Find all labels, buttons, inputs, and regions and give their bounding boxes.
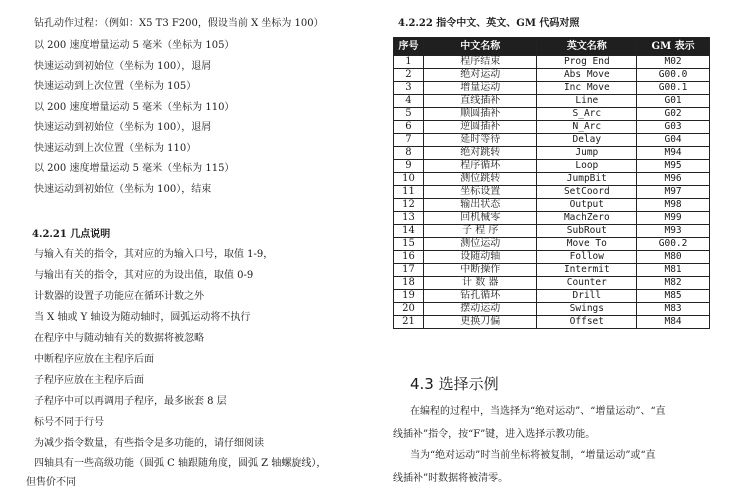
cell-gm-code: M99: [637, 212, 710, 225]
cell-english-name: Move To: [537, 238, 637, 251]
cell-chinese-name: 更换刀偏: [423, 316, 537, 329]
cell-gm-code: M94: [637, 147, 710, 160]
cell-english-name: JumpBit: [537, 173, 637, 186]
cell-english-name: N_Arc: [537, 121, 637, 134]
cell-chinese-name: 顺圆插补: [423, 108, 537, 121]
cell-english-name: Line: [537, 95, 637, 108]
paragraph-line: 线插补”时数据将被清零。: [393, 473, 509, 484]
cell-index: 13: [394, 212, 424, 225]
table-header-row: [394, 38, 710, 56]
text-line: 快速运动到初始位（坐标为 100），退屑: [34, 122, 212, 133]
cell-index: 3: [394, 82, 424, 95]
cell-chinese-name: 计 数 器: [423, 277, 537, 290]
table-row: [394, 277, 710, 290]
cell-index: 18: [394, 277, 424, 290]
cell-gm-code: M85: [637, 290, 710, 303]
cell-index: 9: [394, 160, 424, 173]
cell-chinese-name: 摆动运动: [423, 303, 537, 316]
table-row: [394, 199, 710, 212]
note-line: 在程序中与随动轴有关的数据将被忽略: [34, 333, 204, 344]
command-table: [393, 37, 710, 329]
table-row: [394, 186, 710, 199]
table-row: [394, 303, 710, 316]
cell-gm-code: M81: [637, 264, 710, 277]
cell-english-name: MachZero: [537, 212, 637, 225]
cell-gm-code: G02: [637, 108, 710, 121]
cell-index: 12: [394, 199, 424, 212]
cell-chinese-name: 回机械零: [423, 212, 537, 225]
paragraph-line: 当为“绝对运动”时当前坐标将被复制，“增量运动”或“直: [410, 450, 656, 461]
col-header-index: 序号: [394, 38, 424, 56]
cell-gm-code: M98: [637, 199, 710, 212]
cell-index: 19: [394, 290, 424, 303]
table-row: [394, 316, 710, 329]
text-line: 以 200 速度增量运动 5 毫米（坐标为 105）: [34, 40, 235, 51]
paragraph-line: 在编程的过程中，当选择为“绝对运动”、“增量运动”、“直: [410, 406, 666, 417]
note-line: 计数器的设置子功能应在循环计数之外: [34, 291, 204, 302]
note-line: 但售价不同: [26, 477, 76, 488]
cell-chinese-name: 程序结束: [423, 56, 537, 69]
cell-gm-code: M82: [637, 277, 710, 290]
cell-english-name: Follow: [537, 251, 637, 264]
cell-gm-code: G00.1: [637, 82, 710, 95]
cell-chinese-name: 输出状态: [423, 199, 537, 212]
note-line: 子程序应放在主程序后面: [34, 375, 144, 386]
cell-gm-code: M02: [637, 56, 710, 69]
note-line: 标号不同于行号: [34, 417, 104, 428]
text-line: 快速运动到初始位（坐标为 100），结束: [34, 184, 212, 195]
cell-chinese-name: 坐标设置: [423, 186, 537, 199]
table-row: [394, 134, 710, 147]
cell-gm-code: M80: [637, 251, 710, 264]
cell-chinese-name: 绝对跳转: [423, 147, 537, 160]
cell-index: 7: [394, 134, 424, 147]
cell-index: 11: [394, 186, 424, 199]
cell-gm-code: M83: [637, 303, 710, 316]
cell-chinese-name: 钻孔循环: [423, 290, 537, 303]
cell-chinese-name: 逆圆插补: [423, 121, 537, 134]
cell-chinese-name: 绝对运动: [423, 69, 537, 82]
cell-index: 21: [394, 316, 424, 329]
col-header-chinese: 中文名称: [423, 38, 537, 56]
cell-english-name: Prog End: [537, 56, 637, 69]
cell-english-name: Inc Move: [537, 82, 637, 95]
note-line: 为减少指令数量，有些指令是多功能的，请仔细阅读: [34, 438, 264, 449]
table-row: [394, 121, 710, 134]
cell-chinese-name: 设随动轴: [423, 251, 537, 264]
cell-english-name: Intermit: [537, 264, 637, 277]
table-row: [394, 69, 710, 82]
text-line: 钻孔动作过程：（例如：X5 T3 F200，假设当前 X 坐标为 100）: [34, 18, 324, 29]
table-row: [394, 56, 710, 69]
cell-english-name: SubRout: [537, 225, 637, 238]
cell-english-name: Drill: [537, 290, 637, 303]
cell-gm-code: G03: [637, 121, 710, 134]
cell-chinese-name: 测位跳转: [423, 173, 537, 186]
text-line: 快速运动到初始位（坐标为 100），退屑: [34, 61, 212, 72]
cell-chinese-name: 测位运动: [423, 238, 537, 251]
cell-english-name: Abs Move: [537, 69, 637, 82]
table-row: [394, 160, 710, 173]
cell-gm-code: M95: [637, 160, 710, 173]
cell-english-name: S_Arc: [537, 108, 637, 121]
cell-english-name: Offset: [537, 316, 637, 329]
cell-index: 20: [394, 303, 424, 316]
cell-chinese-name: 直线插补: [423, 95, 537, 108]
note-line: 当 X 轴或 Y 轴设为随动轴时，圆弧运动将不执行: [34, 312, 251, 323]
note-line: 四轴具有一些高级功能（圆弧 C 轴跟随角度，圆弧 Z 轴螺旋线），: [34, 458, 327, 469]
cell-chinese-name: 中断操作: [423, 264, 537, 277]
table-heading: 4.2.22 指令中文、英文、GM 代码对照: [398, 18, 580, 29]
cell-gm-code: M93: [637, 225, 710, 238]
note-line: 中断程序应放在主程序后面: [34, 354, 154, 365]
cell-index: 4: [394, 95, 424, 108]
text-line: 快速运动到上次位置（坐标为 105）: [34, 81, 197, 92]
table-row: [394, 82, 710, 95]
cell-index: 15: [394, 238, 424, 251]
cell-chinese-name: 子 程 序: [423, 225, 537, 238]
cell-index: 16: [394, 251, 424, 264]
cell-chinese-name: 延时等待: [423, 134, 537, 147]
text-line: 以 200 速度增量运动 5 毫米（坐标为 115）: [34, 163, 235, 174]
table-row: [394, 108, 710, 121]
text-line: 快速运动到上次位置（坐标为 110）: [34, 143, 197, 154]
cell-english-name: Output: [537, 199, 637, 212]
cell-gm-code: G00.2: [637, 238, 710, 251]
paragraph-line: 线插补”指令，按“F”键，进入选择示教功能。: [393, 429, 596, 440]
cell-index: 5: [394, 108, 424, 121]
cell-english-name: Jump: [537, 147, 637, 160]
cell-english-name: Counter: [537, 277, 637, 290]
cell-index: 8: [394, 147, 424, 160]
table-body: [394, 56, 710, 329]
cell-index: 14: [394, 225, 424, 238]
cell-chinese-name: 程序循环: [423, 160, 537, 173]
note-line: 与输出有关的指令，其对应的为设出值，取值 0-9: [34, 270, 254, 281]
cell-index: 1: [394, 56, 424, 69]
table-row: [394, 173, 710, 186]
cell-index: 10: [394, 173, 424, 186]
cell-gm-code: M84: [637, 316, 710, 329]
text-line: 以 200 速度增量运动 5 毫米（坐标为 110）: [34, 102, 235, 113]
col-header-english: 英文名称: [537, 38, 637, 56]
cell-english-name: Loop: [537, 160, 637, 173]
cell-gm-code: G00.0: [637, 69, 710, 82]
cell-english-name: SetCoord: [537, 186, 637, 199]
cell-gm-code: G04: [637, 134, 710, 147]
cell-gm-code: G01: [637, 95, 710, 108]
cell-gm-code: M97: [637, 186, 710, 199]
col-header-gm: GM 表示: [637, 38, 710, 56]
cell-index: 2: [394, 69, 424, 82]
table-row: [394, 290, 710, 303]
cell-index: 17: [394, 264, 424, 277]
cell-english-name: Swings: [537, 303, 637, 316]
table-row: [394, 147, 710, 160]
table-row: [394, 251, 710, 264]
cell-gm-code: M96: [637, 173, 710, 186]
cell-chinese-name: 增量运动: [423, 82, 537, 95]
section-heading: 4.2.21 几点说明: [32, 229, 111, 240]
cell-english-name: Delay: [537, 134, 637, 147]
table-row: [394, 212, 710, 225]
note-line: 与输入有关的指令，其对应的为输入口号，取值 1-9，: [34, 249, 274, 260]
table-row: [394, 238, 710, 251]
note-line: 子程序中可以再调用子程序，最多嵌套 8 层: [34, 396, 227, 407]
section-title: 4.3 选择示例: [410, 375, 499, 393]
table-row: [394, 264, 710, 277]
table-row: [394, 225, 710, 238]
table-row: [394, 95, 710, 108]
cell-index: 6: [394, 121, 424, 134]
